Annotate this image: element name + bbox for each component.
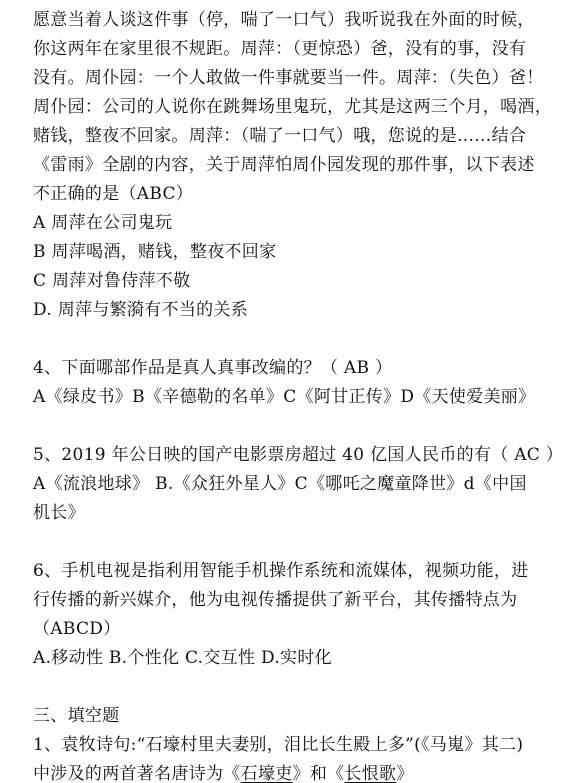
q6-question-line-2: 行传播的新兴媒介，他为电视传播提供了新平台，其传播特点为 [33, 590, 518, 610]
passage-line-5: 赌钱，整夜不回家。周萍：（喘了一口气）哦，您说的是……结合 [33, 126, 527, 146]
passage-line-4: 周仆园：公司的人说你在跳舞场里鬼玩，尤其是这两三个月，喝酒， [33, 97, 552, 117]
passage-line-1: 愿意当着人谈这件事（停，喘了一口气）我听说我在外面的时候， [33, 10, 535, 30]
fill-q1-line-2 [33, 760, 558, 783]
q5-options-line-1: A《流浪地球》 B.《众狂外星人》C《哪吒之魔童降世》d《中国 [33, 474, 527, 494]
passage-line-3: 没有。周仆园：一个人敢做一件事就要当一件。周萍：（失色）爸！ [33, 68, 544, 88]
q4-options: A《绿皮书》B《辛德勒的名单》C《阿甘正传》D《天使爱美丽》 [33, 387, 536, 407]
spacer [33, 325, 558, 354]
fill-q1-line-1: 1、袁牧诗句:“石壕村里夫妻别，泪比长生殿上多”(《马嵬》其二) [33, 735, 524, 755]
passage-line-2: 你这两年在家里很不规距。周萍：（更惊恐）爸，没有的事，没有 [33, 39, 527, 59]
spacer [33, 673, 558, 702]
q4-question: 4、下面哪部作品是真人真事改编的？（ AB ） [33, 358, 393, 378]
q6-options: A.移动性 B.个性化 C.交互性 D.实时化 [33, 648, 332, 668]
q3-option-d: D. 周萍与繁漪有不当的关系 [33, 300, 249, 320]
passage-line-7: 不正确的是（ABC） [33, 184, 194, 204]
fill-answer-1: 石壕吏 [240, 764, 293, 783]
section-heading: 三、填空题 [33, 706, 120, 726]
fill-q1-suffix: 》 [396, 764, 414, 783]
q3-option-a: A 周萍在公司鬼玩 [33, 213, 173, 233]
q5-question: 5、2019 年公日映的国产电影票房超过 40 亿国人民币的有（ AC ） [33, 445, 564, 465]
q3-option-c: C 周萍对鲁侍萍不敬 [33, 271, 191, 291]
q5-options-line-2: 机长》 [33, 503, 85, 523]
q6-question-line-1: 6、手机电视是指利用智能手机操作系统和流媒体，视频功能，进 [33, 561, 529, 581]
fill-q1-mid: 》和《 [292, 764, 345, 783]
spacer [33, 528, 558, 557]
passage-line-6: 《雷雨》全剧的内容，关于周萍怕周仆园发现的那件事，以下表述 [33, 155, 535, 175]
fill-answer-2: 长恨歌 [344, 764, 397, 783]
q6-question-line-3: （ABCD） [33, 619, 121, 639]
spacer [33, 412, 558, 441]
fill-q1-prefix: 中涉及的两首著名唐诗为《 [33, 764, 241, 783]
q3-option-b: B 周萍喝酒，赌钱，整夜不回家 [33, 242, 277, 262]
